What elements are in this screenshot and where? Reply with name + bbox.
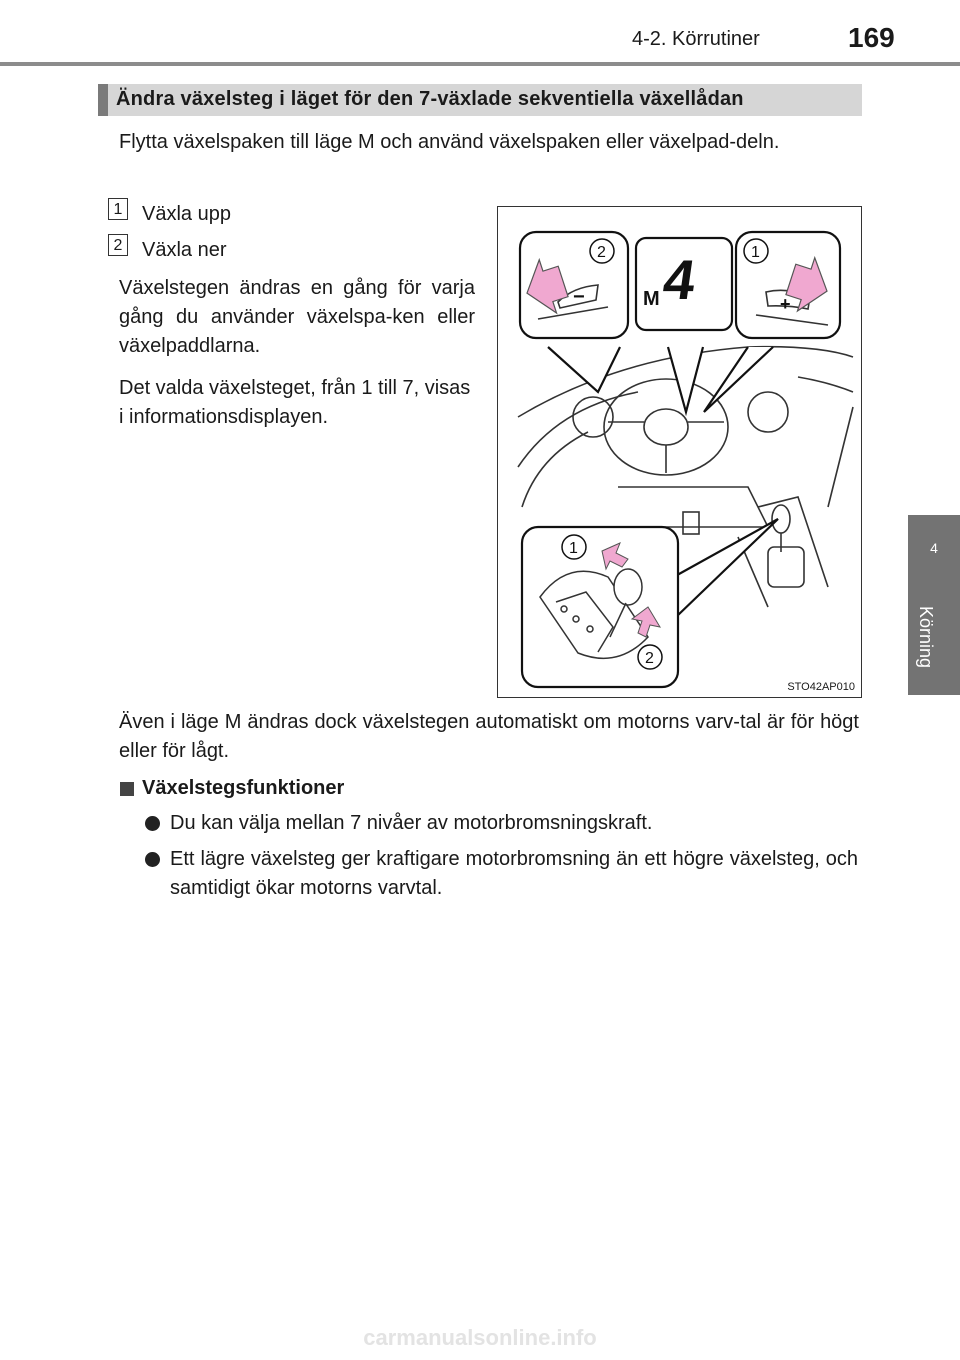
section-title: Ändra växelsteg i läget för den 7-växlade sekventiella växellådan xyxy=(116,88,744,110)
page-number: 169 xyxy=(848,22,895,53)
section-heading xyxy=(98,84,862,116)
step-2-number: 2 xyxy=(108,234,128,256)
header-divider xyxy=(0,62,960,66)
chapter-tab xyxy=(908,515,960,597)
figure-code: STO42AP010 xyxy=(787,681,855,693)
step-1-label: Växla upp xyxy=(142,203,231,225)
step-1-number: 1 xyxy=(108,198,128,220)
callout-2-lever: 2 xyxy=(645,650,654,667)
paddle-minus-sign: − xyxy=(573,286,585,308)
display-gear-number: 4 xyxy=(659,248,700,311)
bullet-icon xyxy=(145,816,160,831)
callout-1-lever: 1 xyxy=(569,540,578,557)
square-bullet-icon xyxy=(120,782,134,796)
step-2-label: Växla ner xyxy=(142,239,227,261)
bullet-item-2: Ett lägre växelsteg ger kraftigare motorbromsning än ett högre växelsteg, och samtidigt ökar motorns varvtal. xyxy=(170,848,858,899)
callout-2-top: 2 xyxy=(597,244,606,261)
chapter-number: 4 xyxy=(930,540,938,556)
figure-illustration xyxy=(498,207,860,696)
figure-gearshift xyxy=(497,206,862,698)
bullet-icon xyxy=(145,852,160,867)
callout-1-top: 1 xyxy=(751,244,760,261)
paddle-plus-sign: + xyxy=(780,294,791,314)
intro-paragraph: Flytta växelspaken till läge M och använd växelspaken eller växelpad-deln. xyxy=(119,131,780,153)
paragraph-display: Det valda växelsteget, från 1 till 7, visas i informationsdisplayen. xyxy=(119,377,471,428)
section-heading-bar xyxy=(98,84,108,116)
header-section-title: 4-2. Körrutiner xyxy=(632,28,760,50)
watermark: carmanualsonline.info xyxy=(363,1325,597,1350)
bullet-item-1: Du kan välja mellan 7 nivåer av motorbromsningskraft. xyxy=(170,812,653,834)
paragraph-auto-shift: Även i läge M ändras dock växelstegen automatiskt om motorns varv-tal är för högt eller för lågt. xyxy=(119,711,859,762)
subsection-title: Växelstegsfunktioner xyxy=(142,777,345,799)
display-mode-letter: M xyxy=(643,288,660,310)
paragraph-gear-change: Växelstegen ändras en gång för varja gång du använder växelspa-ken eller växelpaddlarna. xyxy=(119,277,475,357)
chapter-label: Körning xyxy=(916,606,936,669)
